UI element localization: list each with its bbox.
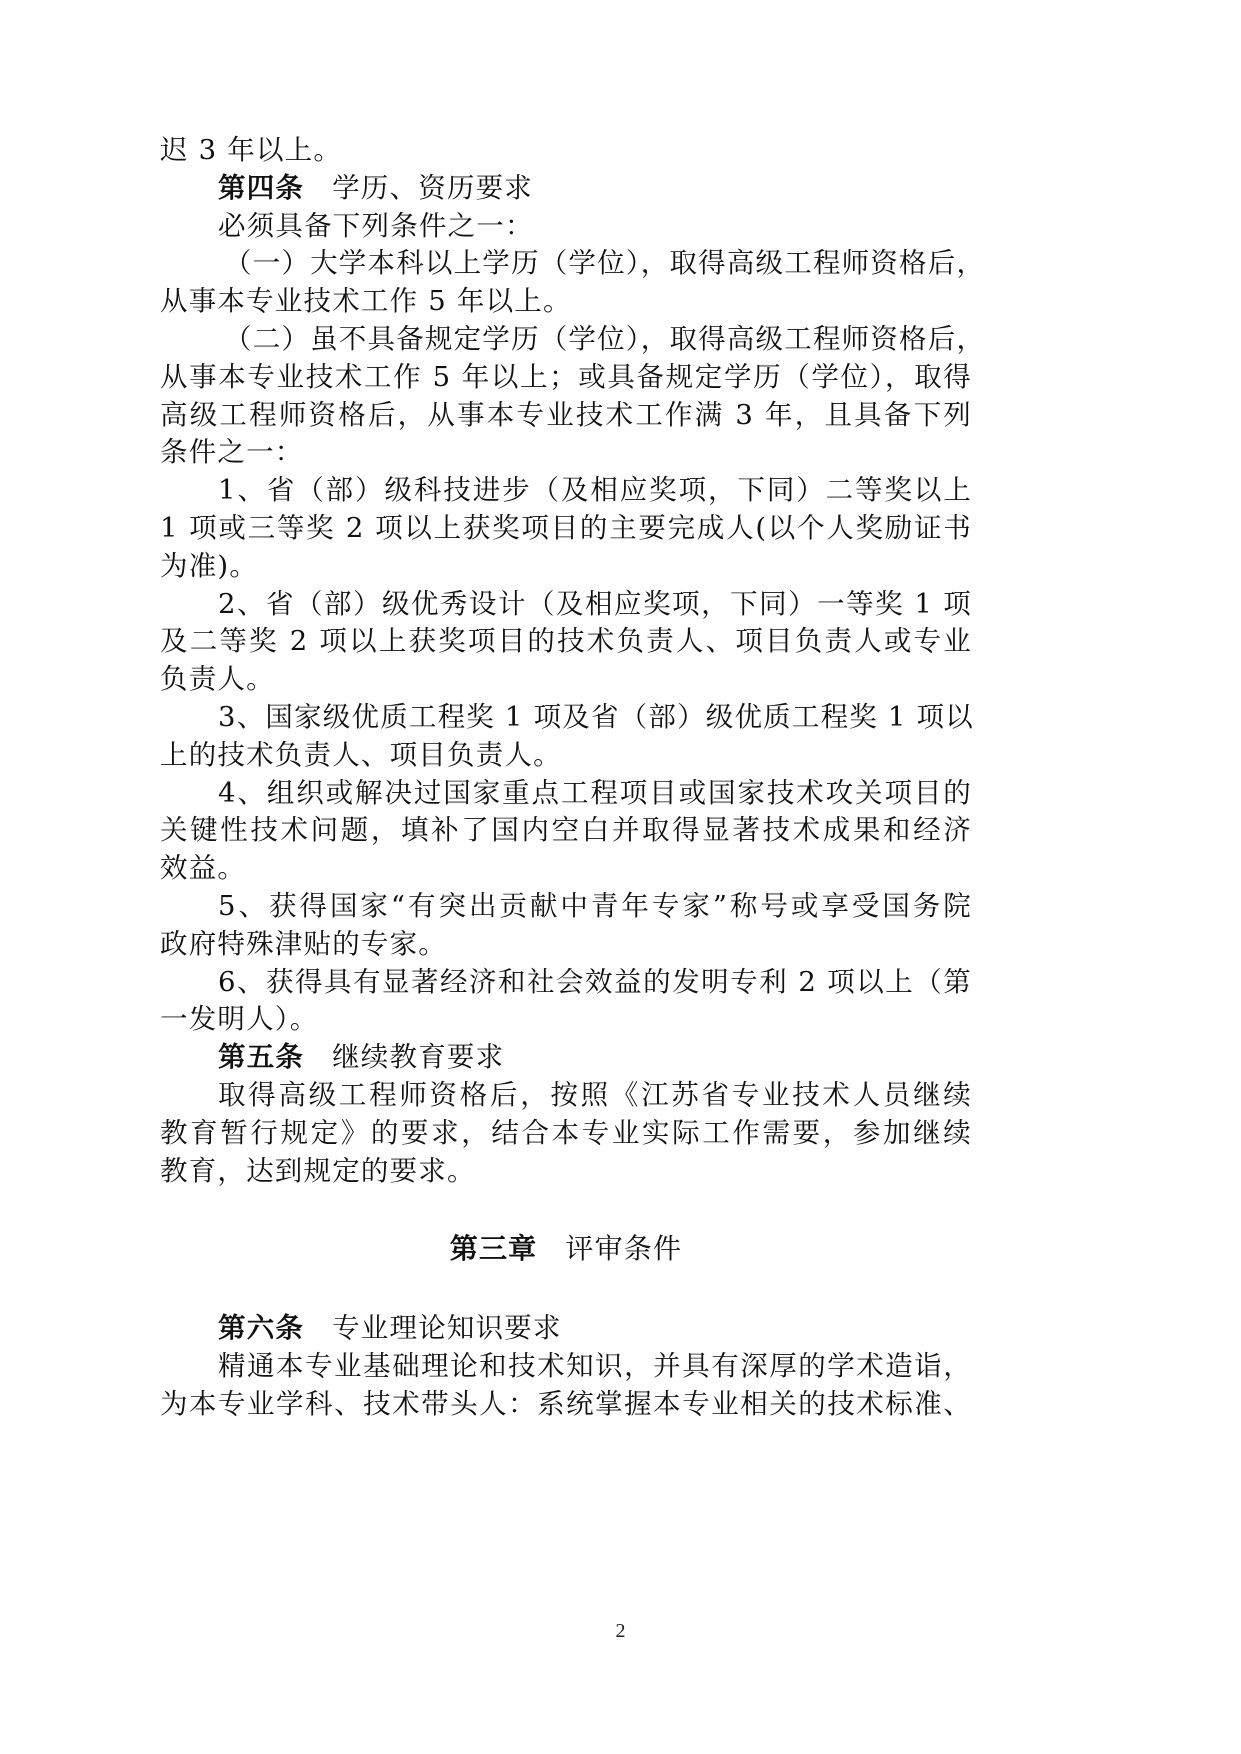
condition-2-line: （二）虽不具备规定学历（学位），取得高级工程师资格后， bbox=[224, 322, 986, 355]
condition-1-line: （一）大学本科以上学历（学位），取得高级工程师资格后， bbox=[224, 247, 986, 280]
article-6-line: 精通本专业基础理论和技术知识，并具有深厚的学术造诣， bbox=[218, 1349, 972, 1382]
item-3-line: 上的技术负责人、项目负责人。 bbox=[160, 738, 562, 771]
article-title: 专业理论知识要求 bbox=[332, 1312, 562, 1345]
condition-2-line: 从事本专业技术工作 5 年以上；或具备规定学历（学位），取得 bbox=[160, 360, 972, 393]
condition-2-line: 条件之一： bbox=[160, 436, 304, 469]
item-2-line: 负责人。 bbox=[160, 663, 275, 696]
item-6-line: 6、获得具有显著经济和社会效益的发明专利 2 项以上（第 bbox=[218, 965, 972, 998]
article-title: 继续教育要求 bbox=[332, 1041, 505, 1074]
article-5-line: 取得高级工程师资格后，按照《江苏省专业技术人员继续 bbox=[218, 1078, 972, 1111]
chapter-3-heading bbox=[160, 1230, 972, 1268]
item-4-line: 效益。 bbox=[160, 852, 247, 885]
article-label: 第四条 bbox=[218, 171, 305, 204]
item-2-line: 2、省（部）级优秀设计（及相应奖项，下同）一等奖 1 项 bbox=[218, 587, 972, 620]
condition-1-line: 从事本专业技术工作 5 年以上。 bbox=[160, 285, 572, 318]
article-label: 第五条 bbox=[218, 1041, 305, 1074]
item-2-line: 及二等奖 2 项以上获奖项目的技术负责人、项目负责人或专业 bbox=[160, 625, 972, 658]
item-5-line: 5、获得国家“有突出贡献中青年专家”称号或享受国务院 bbox=[218, 889, 972, 922]
article-5-heading bbox=[160, 1039, 972, 1077]
page-number: 2 bbox=[615, 1620, 626, 1642]
chapter-label: 第三章 bbox=[449, 1232, 538, 1266]
chapter-title: 评审条件 bbox=[565, 1232, 683, 1266]
item-4-line: 4、组织或解决过国家重点工程项目或国家技术攻关项目的 bbox=[218, 776, 972, 809]
article-title: 学历、资历要求 bbox=[332, 171, 534, 204]
item-5-line: 政府特殊津贴的专家。 bbox=[160, 927, 447, 960]
document-page bbox=[160, 132, 986, 1424]
article-6-heading bbox=[160, 1310, 972, 1348]
item-4-line: 关键性技术问题，填补了国内空白并取得显著技术成果和经济 bbox=[160, 814, 972, 847]
item-6-line: 一发明人）。 bbox=[160, 1003, 319, 1036]
article-5-line: 教育暂行规定》的要求，结合本专业实际工作需要，参加继续 bbox=[160, 1116, 972, 1149]
item-3-line: 3、国家级优质工程奖 1 项及省（部）级优质工程奖 1 项以 bbox=[218, 700, 974, 733]
article-6-line: 为本专业学科、技术带头人：系统掌握本专业相关的技术标准、 bbox=[160, 1387, 972, 1420]
item-1-line: 1 项或三等奖 2 项以上获奖项目的主要完成人(以个人奖励证书 bbox=[160, 511, 972, 544]
article-label: 第六条 bbox=[218, 1312, 305, 1345]
item-1-line: 为准)。 bbox=[160, 549, 259, 582]
article-5-line: 教育，达到规定的要求。 bbox=[160, 1154, 476, 1187]
article-4-heading bbox=[160, 170, 972, 208]
item-1-line: 1、省（部）级科技进步（及相应奖项，下同）二等奖以上 bbox=[218, 474, 972, 507]
condition-2-line: 高级工程师资格后，从事本专业技术工作满 3 年，且具备下列 bbox=[160, 398, 972, 431]
paragraph-line: 迟 3 年以上。 bbox=[160, 134, 343, 166]
paragraph-line: 必须具备下列条件之一： bbox=[218, 209, 534, 242]
